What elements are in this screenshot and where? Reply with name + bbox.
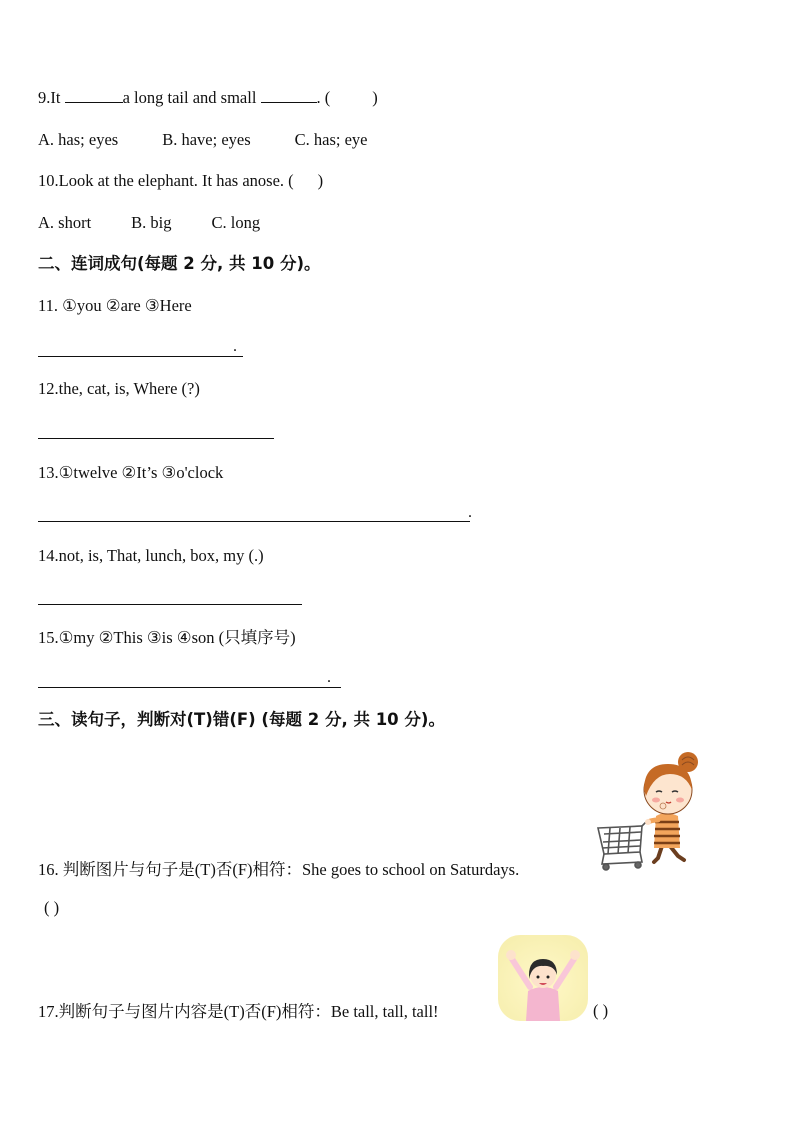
q14-answer-line[interactable] [38, 604, 302, 605]
section-2-heading: 二、连词成句(每题 2 分, 共 10 分)。 [38, 254, 321, 273]
shopping-girl-illustration [596, 750, 706, 874]
q10-options [38, 213, 260, 233]
question-16: 16. 判断图片与句子是(T)否(F)相符：She goes to school on Saturdays. [38, 860, 520, 879]
question-13: 13.①twelve ②It’s ③o'clock [38, 463, 224, 482]
q13-answer-line[interactable] [38, 521, 470, 522]
q12-answer-line[interactable] [38, 438, 274, 439]
q9-option-a: A. has; eyes [38, 130, 119, 149]
q17-answer-bracket[interactable]: ( ) [593, 1001, 609, 1020]
q10-option-a: A. short [38, 213, 92, 232]
question-14: 14.not, is, That, lunch, box, my (.) [38, 546, 264, 565]
q11-period: . [233, 338, 237, 355]
q9-close-paren: ) [372, 88, 378, 107]
question-11: 11. ①you ②are ③Here [38, 296, 192, 315]
q13-period: . [468, 504, 472, 521]
q15-period: . [327, 669, 331, 686]
q9-options [38, 130, 368, 150]
q10-option-b: B. big [131, 213, 172, 232]
question-15: 15.①my ②This ③is ④son (只填序号) [38, 628, 296, 647]
q9-stem-part2: a long tail and small [122, 88, 261, 107]
q9-blank-2[interactable] [261, 88, 317, 103]
arms-up-girl-illustration [498, 935, 588, 1021]
q16-answer-bracket[interactable]: ( ) [44, 898, 60, 917]
q9-option-b: B. have; eyes [162, 130, 251, 149]
question-12: 12.the, cat, is, Where (?) [38, 379, 200, 398]
q9-stem-part3: . ( [316, 88, 331, 107]
section-3-heading: 三、读句子，判断对(T)错(F) (每题 2 分, 共 10 分)。 [38, 710, 445, 729]
q15-answer-line[interactable] [38, 687, 341, 688]
q9-option-c: C. has; eye [294, 130, 368, 149]
shopping-cart-icon [598, 820, 654, 870]
q9-stem-part1: 9.It [38, 88, 65, 107]
question-10 [38, 171, 323, 191]
question-17: 17.判断句子与图片内容是(T)否(F)相符：Be tall, tall, tall! [38, 1002, 439, 1021]
q10-option-c: C. long [211, 213, 261, 232]
q9-blank-1[interactable] [65, 88, 123, 103]
q10-stem: 10.Look at the elephant. It has anose. ( [38, 171, 294, 190]
question-9 [38, 88, 378, 108]
q11-answer-line[interactable] [38, 356, 243, 357]
q10-close-paren: ) [317, 171, 324, 190]
